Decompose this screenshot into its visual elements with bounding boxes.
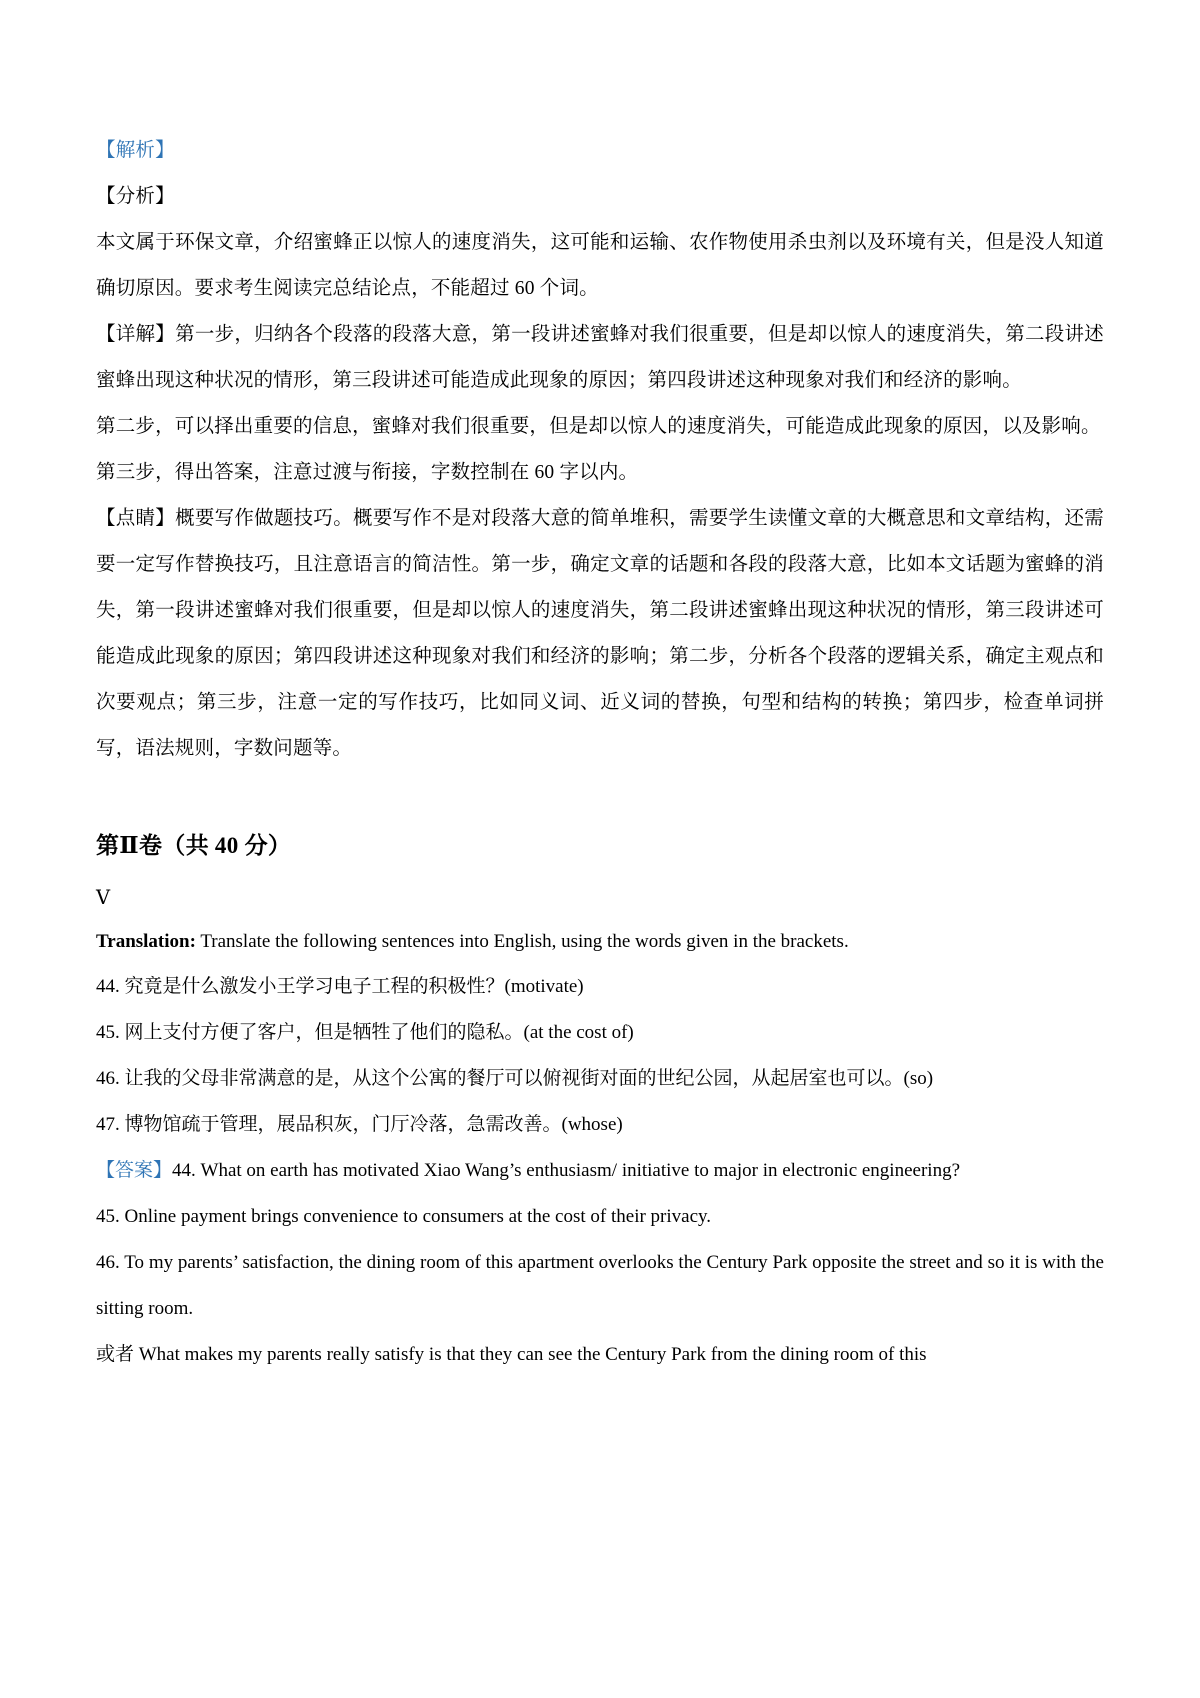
highlight-body: 概要写作做题技巧。概要写作不是对段落大意的简单堆积，需要学生读懂文章的大概意思和文章结构，还需要一定写作替换技巧，且注意语言的简洁性。第一步，确定文章的话题和各段的段落大意，比如本文话题为蜜蜂的消失，第一段讲述蜜蜂对我们很重要，但是却以惊人的速度消失，第二段讲述蜜蜂出现这种状况的情形，第三段讲述可能造成此现象的原因；第四段讲述这种现象对我们和经济的影响；第二步，分析各个段落的逻辑关系，确定主观点和次要观点；第三步，注意一定的写作技巧，比如同义词、近义词的替换，句型和结构的转换；第四步，检查单词拼写，语法规则，字数问题等。 xyxy=(96,508,1104,759)
answer-item: 46. To my parents’ satisfaction, the dining room of this apartment overlooks the Century Park opposite the street and so it is with the sitting room. xyxy=(96,1252,1104,1319)
section-spacer xyxy=(96,772,1104,824)
section-title: 第Ⅱ卷（共 40 分） xyxy=(96,833,292,858)
explanation-tag: 【解析】 xyxy=(96,140,175,161)
answer-item: 45. Online payment brings convenience to consumers at the cost of their privacy. xyxy=(96,1206,712,1227)
question-item: 45. 网上支付方便了客户，但是牺牲了他们的隐私。(at the cost of) xyxy=(96,1022,634,1043)
question-item: 46. 让我的父母非常满意的是，从这个公寓的餐厅可以俯视街对面的世纪公园，从起居室也可以。(so) xyxy=(96,1068,934,1089)
answer-tag: 【答案】 xyxy=(96,1160,173,1181)
highlight-paragraph xyxy=(96,496,1104,772)
detail-step-3: 第三步，得出答案，注意过渡与衔接，字数控制在 60 字以内。 xyxy=(96,462,639,483)
section-roman-numeral: Ⅴ xyxy=(96,888,111,909)
highlight-label: 【点睛】 xyxy=(96,508,176,529)
translation-instruction xyxy=(96,920,1104,964)
answer-first-text: 44. What on earth has motivated Xiao Wang’s enthusiasm/ initiative to major in electronic engineering? xyxy=(172,1160,960,1181)
analysis-body: 本文属于环保文章，介绍蜜蜂正以惊人的速度消失，这可能和运输、农作物使用杀虫剂以及环境有关，但是没人知道确切原因。要求考生阅读完总结论点，不能超过 60 个词。 xyxy=(96,232,1104,299)
detail-step-2: 第二步，可以择出重要的信息，蜜蜂对我们很重要，但是却以惊人的速度消失，可能造成此现象的原因，以及影响。 xyxy=(96,416,1101,437)
translation-instruction-text: Translate the following sentences into English, using the words given in the brackets. xyxy=(195,931,849,952)
detail-step-1 xyxy=(96,312,1104,404)
detail-label: 【详解】 xyxy=(96,324,176,345)
answer-item: 或者 What makes my parents really satisfy is that they can see the Century Park from the dining room of this xyxy=(96,1344,927,1365)
analysis-tag: 【分析】 xyxy=(96,186,175,207)
translation-instruction-lead: Translation: xyxy=(96,931,196,952)
question-item: 44. 究竟是什么激发小王学习电子工程的积极性？(motivate) xyxy=(96,976,584,997)
title-spacer xyxy=(96,868,1104,878)
answer-first xyxy=(96,1148,1104,1194)
question-item: 47. 博物馆疏于管理，展品积灰，门厅冷落，急需改善。(whose) xyxy=(96,1114,623,1135)
detail-step-1-text: 第一步，归纳各个段落的段落大意，第一段讲述蜜蜂对我们很重要，但是却以惊人的速度消失，第二段讲述蜜蜂出现这种状况的情形，第三段讲述可能造成此现象的原因；第四段讲述这种现象对我们和经济的影响。 xyxy=(96,324,1104,391)
